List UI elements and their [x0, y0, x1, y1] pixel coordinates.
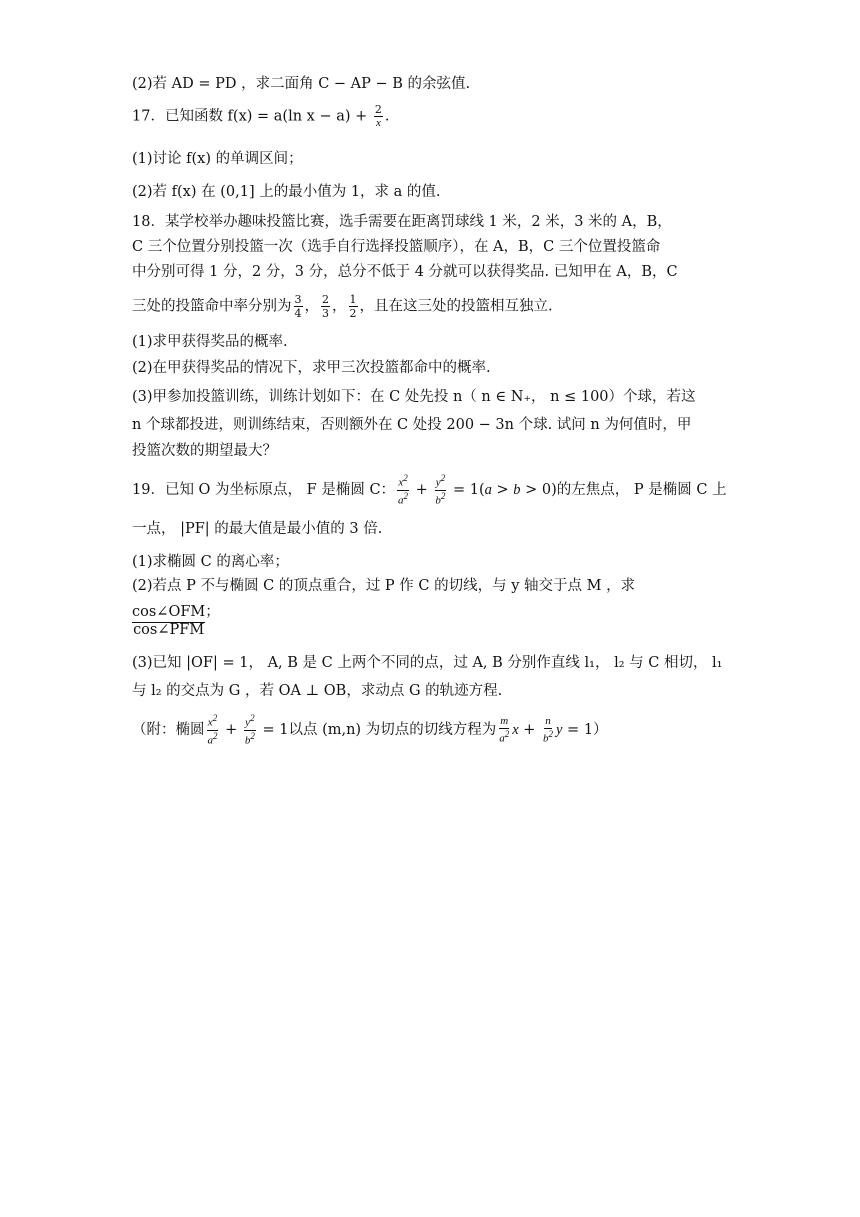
fraction-y2-b2	[244, 714, 256, 746]
problem18-part1: (1)求甲获得奖品的概率.	[132, 334, 288, 350]
problem19-part3-line1: (3)已知 |OF| = 1， A, B 是 C 上两个不同的点，过 A, B 分别作直线 l₁， l₂ 与 C 相切， l₁	[132, 655, 723, 671]
fraction-numerator: 3	[294, 293, 302, 306]
fraction-numerator: m	[500, 714, 509, 727]
fraction-numerator: n	[545, 714, 551, 727]
fraction-numerator: $x^2$	[398, 473, 408, 489]
appendix-note: （附：椭圆 $\frac{x^2}{a^2}$ + $\frac{y^2}{b^2}$ = 1以点 (m,n) 为切点的切线方程为 $\frac{m}{a^2}$ x + $\frac{n}{b^2}$ y = 1）	[132, 713, 608, 747]
problem19-stem-end: 的左焦点， P 是椭圆 C 上	[556, 482, 727, 499]
problem18-part3-line3: 投篮次数的期望最大？	[132, 443, 277, 459]
problem17-stem	[132, 104, 390, 129]
fraction-denominator: cos∠PFM	[133, 621, 205, 638]
fraction-numerator: 1	[349, 293, 357, 306]
problem17-part1: (1)讨论 f(x) 的单调区间；	[132, 151, 303, 167]
fraction-denominator: 4	[294, 307, 302, 320]
appendix-intro: （附：椭圆	[132, 722, 205, 739]
fraction-denominator: $b^2$	[244, 730, 255, 747]
problem18-part3-line1: (3)甲参加投篮训练，训练计划如下：在 C 处先投 n（ n ∈ N₊， n ≤ 100）个球，若这	[132, 389, 696, 405]
fraction-1-2	[349, 294, 358, 319]
problem16-part2: (2)若 AD = PD ，求二面角 C − AP − B 的余弦值.	[132, 76, 471, 92]
fraction-denominator: $a^2$	[207, 730, 218, 747]
fraction-numerator: cos∠OFM	[132, 605, 205, 623]
fraction-numerator: 2	[374, 103, 382, 116]
appendix-middle: 以点 (m,n) 为切点的切线方程为	[288, 722, 497, 739]
problem18-stem-line1: 18．某学校举办趣味投篮比赛，选手需要在距离罚球线 1 米，2 米，3 米的 A，B，	[132, 214, 672, 230]
problem18-stem-line4: 三处的投篮命中率分别为 $\frac{3}{4}$ ， $\frac{2}{3}$ ， $\frac{1}{2}$ ，且在这三处的投篮相互独立.	[132, 293, 553, 320]
problem19-part2-line1: (2)若点 P 不与椭圆 C 的顶点重合，过 P 作 C 的切线，与 y 轴交于点 M ，求	[132, 578, 636, 594]
problem19-part1: (1)求椭圆 C 的离心率；	[132, 554, 289, 570]
cos-ratio-fraction	[132, 605, 205, 639]
fraction-numerator: $y^2$	[245, 713, 255, 729]
fraction-y2-b2	[434, 474, 446, 506]
fraction-numerator: $x^2$	[207, 713, 218, 729]
problem18-part3-line2: n 个球都投进，则训练结束，否则额外在 C 处投 200 − 3n 个球. 试问 n 为何值时，甲	[132, 417, 692, 433]
fraction-denominator: x	[375, 117, 381, 129]
rates-intro: 三处的投篮命中率分别为	[132, 298, 292, 315]
rates-end: ，且在这三处的投篮相互独立.	[359, 298, 553, 315]
fraction-2-over-x	[374, 104, 383, 129]
fraction-x2-a2	[397, 474, 409, 506]
appendix-end: ）	[593, 722, 608, 739]
fraction-denominator: $a^2$	[398, 490, 409, 507]
fraction-3-4	[294, 294, 303, 319]
fraction-denominator: 3	[322, 307, 329, 320]
fraction-denominator: 2	[349, 307, 357, 320]
fraction-2-3	[321, 294, 330, 319]
cos-ratio-end: ；	[205, 604, 220, 620]
problem19-part3-line2: 与 l₂ 的交点为 G ，若 OA ⊥ OB，求动点 G 的轨迹方程.	[132, 683, 503, 699]
problem17-stem-end: .	[384, 108, 390, 125]
fraction-denominator: $b^2$	[435, 490, 446, 507]
fraction-denominator: $a^2$	[499, 728, 510, 745]
fraction-numerator: $y^2$	[435, 473, 446, 489]
problem18-stem-line3: 中分别可得 1 分，2 分，3 分，总分不低于 4 分就可以获得奖品. 已知甲在 A，B，C	[132, 264, 678, 280]
fraction-numerator: 2	[322, 293, 329, 306]
fraction-denominator: $b^2$	[543, 728, 554, 745]
fraction-m-a2	[498, 716, 510, 745]
problem18-part2: (2)在甲获得奖品的情况下，求甲三次投篮都命中的概率.	[132, 360, 491, 376]
problem17-stem-text: 17．已知函数 f(x) = a(ln x − a) +	[132, 108, 372, 125]
problem19-stem: 19．已知 O 为坐标原点， F 是椭圆 C： $\frac{x^2}{a^2}$ + $\frac{y^2}{b^2}$ = 1(a > b > 0)的左焦点， P 是椭圆 C 上	[132, 473, 727, 507]
problem18-stem-line2: C 三个位置分别投篮一次（选手自行选择投篮顺序），在 A，B，C 三个位置投篮命	[132, 239, 661, 255]
problem17-part2: (2)若 f(x) 在 (0,1] 上的最小值为 1，求 a 的值.	[132, 184, 441, 200]
problem19-part2-line2	[132, 601, 220, 639]
problem19-stem-line2: 一点， |PF| 的最大值是最小值的 3 倍.	[132, 521, 383, 537]
fraction-n-b2	[542, 716, 554, 745]
problem19-stem-text: 19．已知 O 为坐标原点， F 是椭圆 C：	[132, 482, 396, 499]
fraction-x2-a2	[207, 714, 219, 746]
